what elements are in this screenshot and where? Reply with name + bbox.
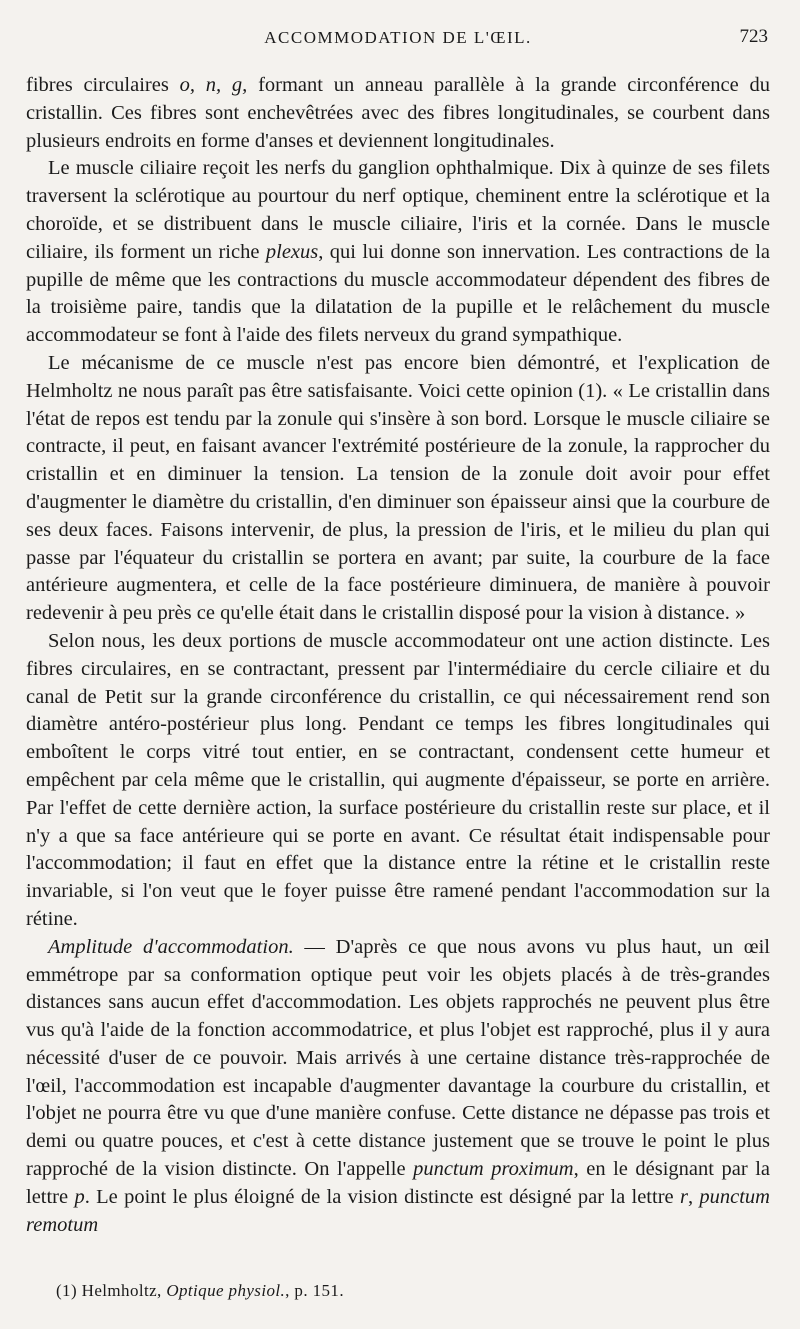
paragraph-3: Le mécanisme de ce muscle n'est pas encore bien démontré, et l'explication de Helmholtz ne nous paraît pas être satisfaisante. Voici cette opinion (1). « Le cristallin dans l'état de repos est tendu par la zonule qui s'insère à son bord. Lorsque le muscle ciliaire se contracte, il peut, en faisant avancer l'extrémité postérieure de la zonule, la rapprocher du cristallin et en diminuer la tension. La tension de la zonule doit avoir pour effet d'augmenter le diamètre du cristallin, d'en diminuer son épaisseur ainsi que la courbure de ses deux faces. Faisons intervenir, de plus, la pression de l'iris, et le milieu du plan qui passe par l'équateur du cristallin se portera en avant; par suite, la courbure de la face antérieure augmentera, et celle de la face postérieure diminuera, de manière à pouvoir redevenir à peu près ce qu'elle était dans le cristallin disposé pour la vision à distance. »: [26, 351, 770, 625]
running-title: ACCOMMODATION DE L'ŒIL.: [264, 28, 532, 47]
italic-run: punctum remotum: [26, 1185, 770, 1236]
italic-run: plexus: [265, 240, 319, 263]
running-head: [26, 22, 770, 50]
text-run: , qui lui donne son innervation. Les contractions de la pupille de même que les contractions du muscle accommodateur dépendent des fibres de la troisième paire, tandis que la dilatation de la pupille et le relâchement du muscle accommodateur se font à l'aide des filets nerveux du grand sympathique.: [26, 240, 770, 347]
page-number: 723: [739, 26, 768, 47]
paragraph-5: [26, 934, 770, 1240]
italic-run: o, n, g,: [179, 74, 248, 96]
text-run: , en le désignant par la lettre: [26, 1158, 770, 1208]
body-text: [26, 72, 770, 1239]
italic-run: p: [74, 1185, 85, 1208]
text-run: Le muscle ciliaire reçoit les nerfs du ganglion ophthalmique. Dix à quinze de ses filets traversent la sclérotique au pourtour du nerf optique, cheminent entre la sclérotique et la choroïde, et se distribuent dans le muscle ciliaire, l'iris et la cornée. Dans le muscle ciliaire, ils forment un riche: [26, 157, 770, 263]
paragraph-2: [26, 155, 770, 350]
footnote-page: , p. 151.: [285, 1281, 344, 1300]
paragraph-4: Selon nous, les deux portions de muscle accommodateur ont une action distincte. Les fibres circulaires, en se contractant, pressent par l'intermédiaire du cercle ciliaire et du canal de Petit sur la grande circonférence du cristallin, ce qui nécessairement rend son diamètre antéro-postérieur plus long. Pendant ce temps les fibres longitudinales qui emboîtent le corps vitré tout entier, en se contractant, condensent cette humeur et empêchent par cela même que le cristallin, qui augmente d'épaisseur, se porte en arrière. Par l'effet de cette dernière action, la surface postérieure du cristallin reste sur place, et il n'y a que sa face antérieure qui se porte en avant. Ce résultat était indispensable pour l'accommodation; il faut en effet que la distance entre la rétine et le cristallin reste invariable, si l'on veut que le foyer puisse être ramené pendant l'accommodation sur la rétine.: [26, 629, 770, 930]
footnote: [56, 1281, 344, 1301]
text-run: formant un anneau parallèle à la grande circonférence du cristallin. Ces fibres sont enchevêtrées avec des fibres longitudinales, se courbent dans plusieurs endroits en forme d'anses et deviennent longitudinales.: [26, 74, 771, 152]
text-run: — D'après ce que nous avons vu plus haut, un œil emmétrope par sa conformation optique peut voir les objets placés à de très-grandes distances sans aucun effet d'accommodation. Les objets rapprochés ne peuvent plus être vus qu'à l'aide de la fonction accommodatrice, et plus l'objet est rapproché, plus il y aura nécessité d'user de ce pouvoir. Mais arrivés à une certaine distance très-rapprochée de l'œil, l'accommodation est incapable d'augmenter davantage la courbure du cristallin, et l'objet ne pourra être vu que d'une manière confuse. Cette distance ne dépasse pas trois et demi ou quatre pouces, et c'est à cette distance justement que se trouve le point le plus rapproché de la vision distincte. On l'appelle: [26, 935, 770, 1181]
footnote-text: (1) Helmholtz,: [56, 1281, 167, 1300]
italic-run: r: [679, 1185, 688, 1208]
footnote-title: Optique physiol.: [166, 1281, 286, 1300]
section-heading: Amplitude d'accommodation.: [48, 935, 294, 958]
text-run: fibres circulaires: [26, 74, 180, 96]
italic-run: punctum proximum: [413, 1158, 574, 1181]
text-run: ,: [687, 1185, 700, 1208]
text-run: . Le point le plus éloigné de la vision distincte est désigné par la lettre: [84, 1185, 680, 1208]
paragraph-1: [26, 72, 770, 155]
